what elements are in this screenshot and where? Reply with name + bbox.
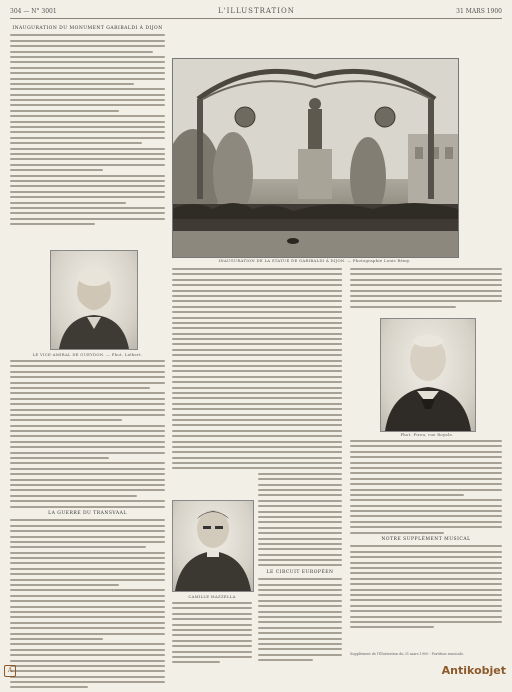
- left-column: [10, 24, 165, 246]
- right-column: [350, 268, 502, 311]
- middle-lower-text: [172, 602, 252, 667]
- garibaldi-statue-photo: [172, 58, 459, 258]
- portrait-mazzella: [172, 500, 254, 592]
- gentleman-caption: Phot. Pirou, rue Royale.: [400, 432, 454, 437]
- mazzella-caption: CAMILLE MAZZELLA: [188, 594, 236, 599]
- issue-date: 31 MARS 1900: [456, 7, 502, 15]
- left-text-block-3: [10, 519, 165, 688]
- supplement-footer-note: Supplément de l'Illustration du 31 mars 1900 : Partition musicale.: [350, 652, 464, 656]
- admiral-caption: LE VICE-AMIRAL DE GUEYDON. — Phot. Liébert.: [32, 352, 143, 357]
- transvaal-heading: LA GUERRE DU TRANSVAAL: [48, 510, 127, 516]
- admiral-portrait-drawing: [51, 251, 137, 349]
- left-column-lower: [10, 360, 165, 692]
- right-text-block-3: [350, 545, 502, 628]
- page-number: 304 — N° 3001: [10, 7, 57, 15]
- watermark: Antikobjet: [441, 664, 506, 677]
- middle-text-block-3: [258, 578, 342, 661]
- musical-supplement-heading: NOTRE SUPPLÉMENT MUSICAL: [381, 537, 471, 543]
- left-text-block-2: [10, 360, 165, 508]
- watermark-logo-icon: A: [4, 665, 16, 677]
- publication-title: L'ILLUSTRATION: [218, 7, 295, 15]
- right-text-block-1: [350, 268, 502, 308]
- mazzella-portrait-drawing: [173, 501, 253, 591]
- right-text-block-2: [350, 440, 502, 534]
- portrait-admiral: [50, 250, 138, 350]
- main-photo-caption: INAUGURATION DE LA STATUE DE GARIBALDI À DIJON. — Photographie Louis Rémy.: [218, 258, 411, 263]
- portrait-gentleman-right: [380, 318, 476, 432]
- middle-text-block-4: [172, 602, 252, 663]
- left-text-block-1: [10, 34, 165, 246]
- middle-text-block-2: [258, 268, 342, 566]
- gentleman-portrait-drawing: [381, 319, 475, 431]
- right-column-lower: [350, 440, 502, 632]
- circuit-heading: LE CIRCUIT EUROPÉEN: [266, 569, 334, 575]
- middle-second-subcol: [258, 268, 342, 665]
- statue-scene-drawing: [173, 59, 458, 257]
- left-heading: INAUGURATION DU MONUMENT GARIBALDI À DIJON: [12, 26, 163, 31]
- page-header: [10, 4, 502, 19]
